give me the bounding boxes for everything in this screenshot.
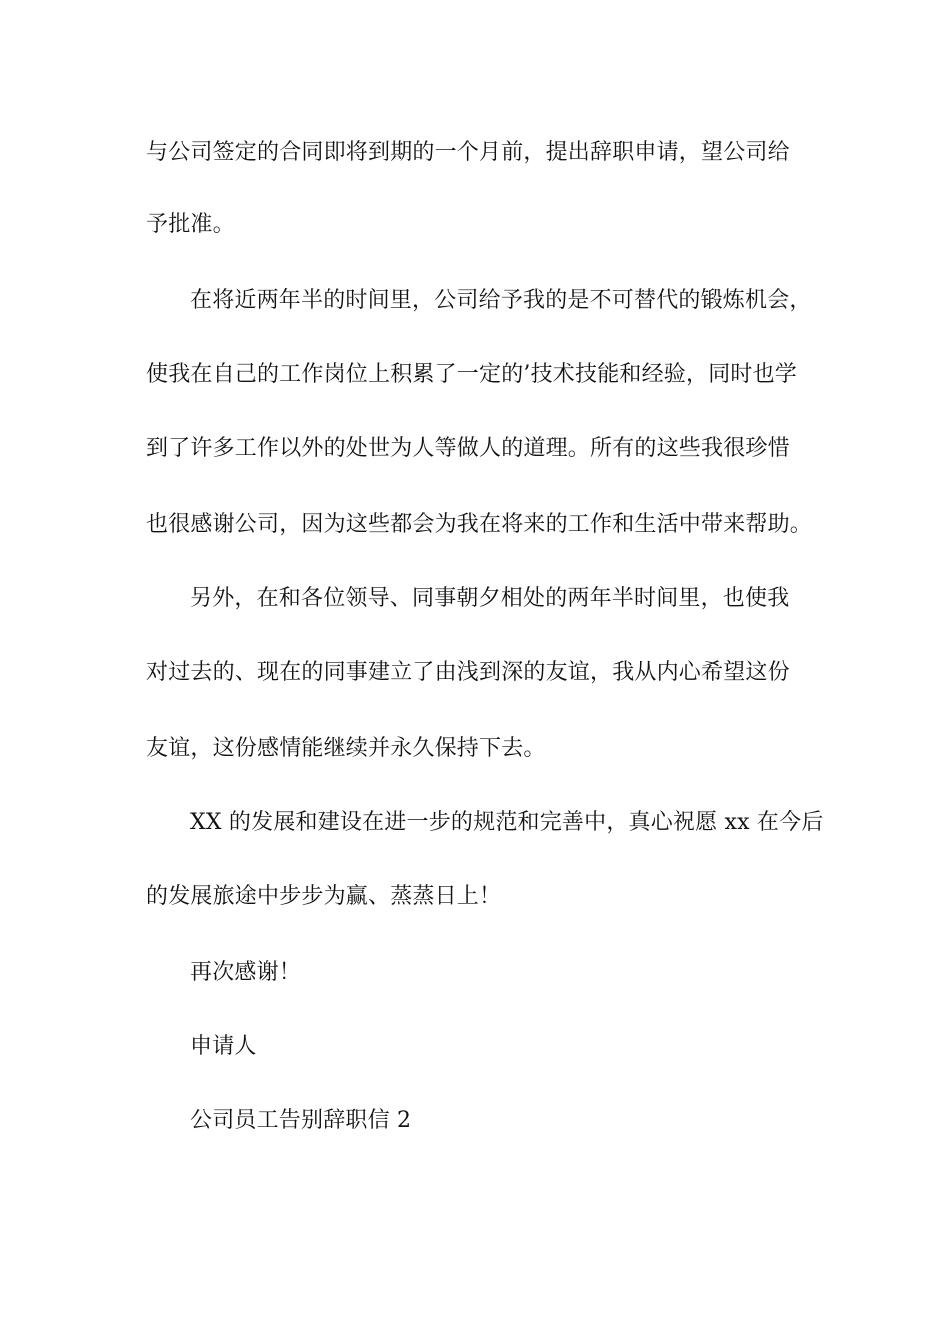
closing-thanks: 再次感谢！ — [190, 960, 302, 985]
paragraph-line: 对过去的、现在的同事建立了由浅到深的友谊，我从内心希望这份 — [146, 660, 790, 685]
paragraph-line: 在将近两年半的时间里，公司给予我的是不可替代的锻炼机会， — [190, 288, 812, 313]
paragraph-line: 另外，在和各位领导、同事朝夕相处的两年半时间里，也使我 — [190, 586, 790, 611]
paragraph-line: 予批准。 — [146, 212, 235, 237]
paragraph-line: 到了许多工作以外的处世为人等做人的道理。所有的这些我很珍惜 — [146, 436, 790, 461]
section-heading: 公司员工告别辞职信 2 — [190, 1108, 412, 1133]
paragraph-line: XX 的发展和建设在进一步的规范和完善中，真心祝愿 xx 在今后 — [190, 810, 824, 835]
paragraph-line: 的发展旅途中步步为赢、蒸蒸日上！ — [146, 884, 502, 909]
paragraph-line: 使我在自己的工作岗位上积累了一定的’技术技能和经验，同时也学 — [146, 362, 797, 387]
paragraph-line: 友谊，这份感情能继续并永久保持下去。 — [146, 736, 546, 761]
paragraph-line: 与公司签定的合同即将到期的一个月前，提出辞职申请，望公司给 — [146, 140, 790, 165]
paragraph-line: 也很感谢公司，因为这些都会为我在将来的工作和生活中带来帮助。 — [146, 512, 813, 537]
applicant-label: 申请人 — [190, 1034, 257, 1059]
